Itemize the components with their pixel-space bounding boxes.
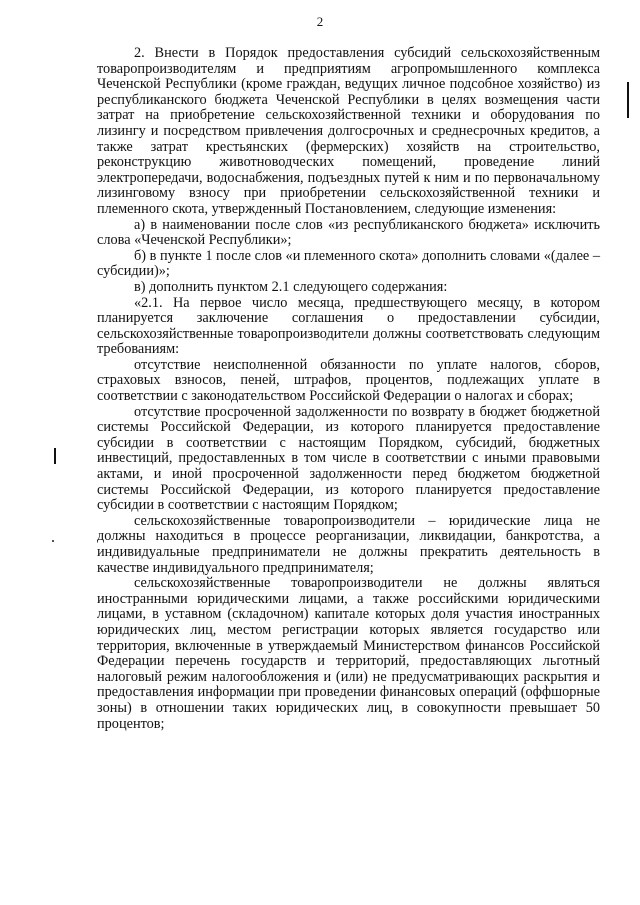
paragraph-clause-2-1: «2.1. На первое число месяца, предшествующего месяцу, в котором планируется заключение соглашения о предоставлении субсидии, сельскохозяйственные товаропроизводители должны соответствовать следующим требованиям:	[97, 294, 600, 358]
paragraph-requirement-taxes: отсутствие неисполненной обязанности по уплате налогов, сборов, страховых взносов, пеней, штрафов, процентов, подлежащих уплате в соответствии с законодательством Российской Федерации о налогах и сборах;	[97, 356, 600, 405]
page-number: 2	[316, 14, 324, 29]
margin-mark	[54, 448, 56, 464]
paragraph-requirement-foreign: сельскохозяйственные товаропроизводители не должны являться иностранными юридическими лицами, а также российскими юридическими лицами, в уставном (складочном) капитале которых доля участия иностранных юридических лиц, местом регистрации которых является государство или территория, включенные в утверждаемый Министерством финансов Российской Федерации перечень государств и территорий, предоставляющих льготный налоговый режим налогообложения и (или) не предусматривающих раскрытия и предоставления информации при проведении финансовых операций (оффшорные зоны) в отношении таких юридических лиц, в совокупности превышает 50 процентов;	[97, 575, 600, 732]
paragraph-requirement-reorganization: сельскохозяйственные товаропроизводители – юридические лица не должны находиться в процессе реорганизации, ликвидации, банкротства, а индивидуальные предприниматели не должны прекратить деятельность в качестве индивидуального предпринимателя;	[97, 512, 600, 576]
document-body	[97, 46, 600, 732]
paragraph-subitem-v: в) дополнить пунктом 2.1 следующего содержания:	[134, 278, 448, 295]
margin-mark	[627, 82, 629, 118]
paragraph-subitem-b: б) в пункте 1 после слов «и племенного скота» дополнить словами «(далее – субсидии)»;	[97, 247, 600, 280]
scan-speck	[52, 540, 54, 542]
paragraph-requirement-debt: отсутствие просроченной задолженности по возврату в бюджет бюджетной системы Российской Федерации, из которого планируется предоставление субсидии в соответствии с настоящим Порядком, субсидий, бюджетных инвестиций, предоставленных в том числе в соответствии с иными правовыми актами, и иной просроченной задолженности перед бюджетом бюджетной системы Российской Федерации, из которого планируется предоставление субсидии в соответствии с настоящим Порядком;	[97, 403, 600, 514]
paragraph-subitem-a: а) в наименовании после слов «из республиканского бюджета» исключить слова «Чеченской Республики»;	[97, 216, 600, 249]
paragraph-item-2: 2. Внести в Порядок предоставления субсидий сельскохозяйственным товаропроизводителям и предприятиям агропромышленного комплекса Чеченской Республики (кроме граждан, ведущих личное подсобное хозяйство) из республиканского бюджета Чеченской Республики в целях возмещения части затрат на приобретение сельскохозяйственной техники и оборудования по лизингу и посредством привлечения долгосрочных и среднесрочных кредитов, а также затрат крестьянских (фермерских) хозяйств на строительство, реконструкцию животноводческих помещений, проведение линий электропередачи, водоснабжения, подъездных путей к ним и по первоначальному лизинговому взносу при приобретении сельскохозяйственной техники и племенного скота, утвержденный Постановлением, следующие изменения:	[97, 45, 600, 217]
